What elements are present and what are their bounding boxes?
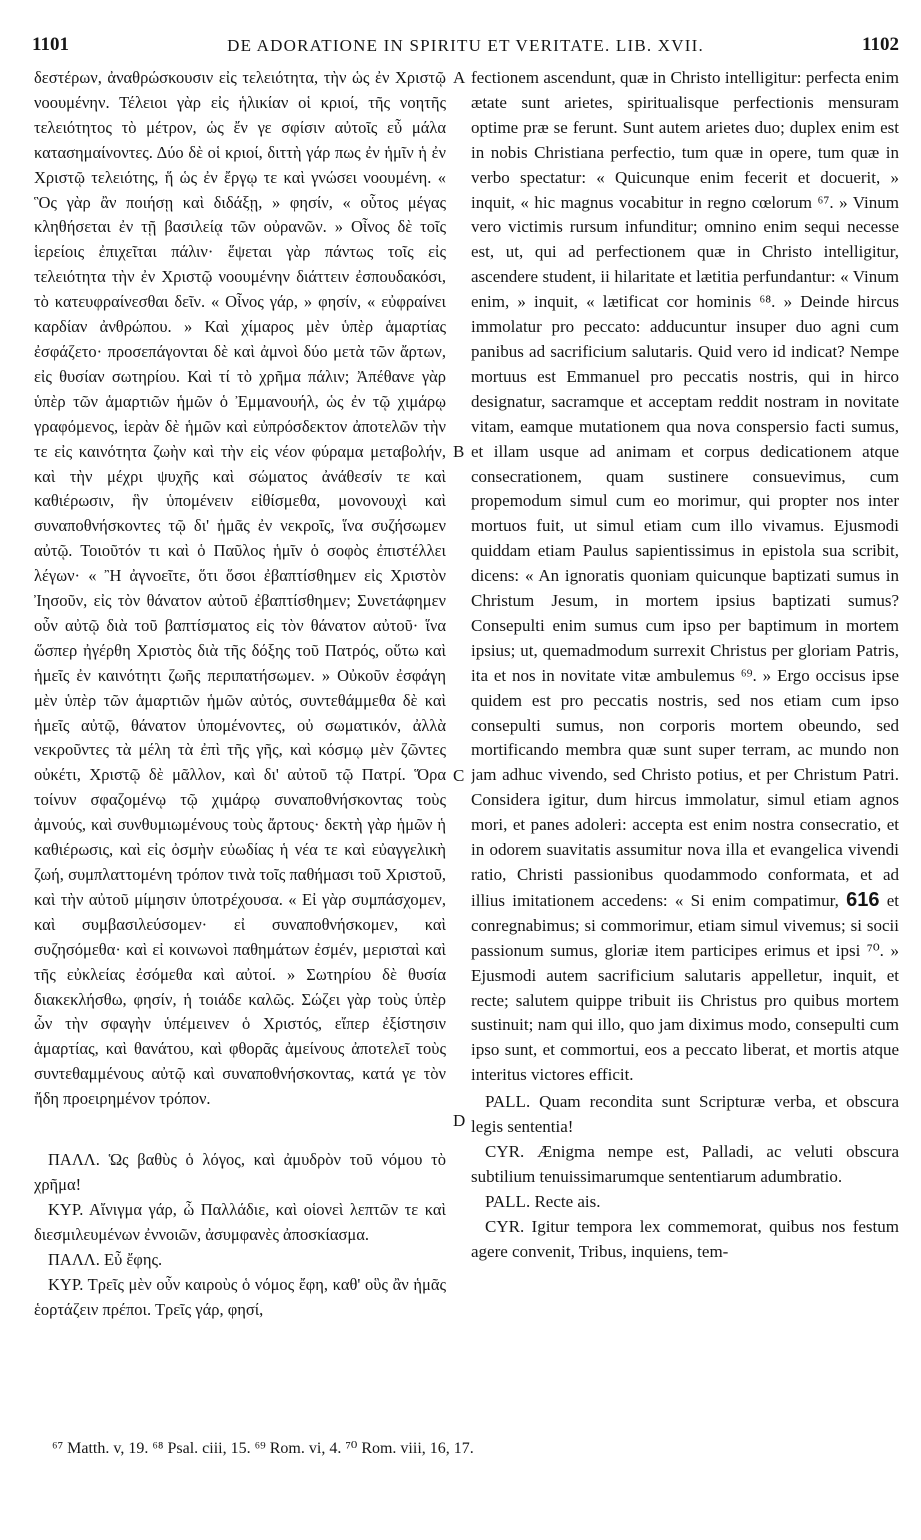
latin-dialogue-line: CYR. Igitur tempora lex commemorat, quibus nos festum agere convenit, Tribus, inquiens, tem-	[471, 1216, 899, 1261]
column-number: 616	[846, 888, 880, 911]
section-marker-b: B	[453, 442, 465, 461]
greek-section-gap	[34, 1112, 446, 1148]
page-number-left: 1101	[32, 34, 69, 55]
latin-main-text	[471, 66, 899, 1088]
section-marker-c: C	[453, 766, 465, 785]
latin-main-text-part: fectionem ascendunt, quæ in Christo intelligitur: perfecta enim ætate sunt arietes, spiritualisque perfectionis mensuram optime præ se ferunt. Sunt autem arietes duo; duplex enim est in nobis Christiana perfectio, tum quæ in opere, tum quæ in verbo spectatur: « Quicunque enim fecerit et docuerit, » inquit, « hic magnus vocabitur in regno cœlorum ⁶⁷. » Vinum vero victimis rursum infunditur; omnino enim sequi necesse est, ut, qui ad perfectionem quæ in Christo intelligitur, ascendere student, ii hilaritate et lætitia perfundantur: « Vinum enim, » inquit, « lætificat cor hominis ⁶⁸. » Deinde hircus immolatur pro peccato: adducuntur insuper duo agni cum panibus ad sacrificium salutaris. Quid vero id indicat? Nempe mortuus est Emmanuel pro peccatis nostris, qui in hirco designatur, sacramque et acceptam reddit nostram in novitate vitam, eamque mutationem qua nova conspersio facti sumus, et illam usque ad animam et corpus dedicationem atque consecrationem, quam sustinere consuevimus, cum propemodum simul cum eo morimur, qui propter nos inter mortuos fuit, ut simul etiam cum illo vivamus. Ejusmodi quiddam etiam Paulus sapientissimus in epistola sua scribit, dicens: « An ignoratis quoniam quicunque baptizati sumus in Christum Jesum, in mortem ipsius baptizati sumus? Consepulti enim sumus cum ipso per baptimum in mortem ipsius; ut, quemadmodum surrexit Christus per gloriam Patris, ita et nos in novitate vitæ ambulemus ⁶⁹. » Ergo occisus ipse quidem est pro peccatis nostris, sed nos etiam cum ipso consepulti sumus, non corporis mortem obeundo, sed mortificando membra quæ sunt super terram, ac mundo non jam adhuc vivendo, sed Christo potius, et per Christum Patri. Considera igitur, dum hircus immolatur, simul etiam agnos mori, et panes adoleri: accepta est enim nostra consecratio, et in odorem suavitatis assumitur nova illa et evangelica vivendi ratio, Christi passionibus quodammodo conformata, et ad illius imitationem accedens: « Si enim compatimur,	[471, 68, 899, 910]
latin-dialogue-line: PALL. Quam recondita sunt Scripturæ verba, et obscura legis sententia!	[471, 1092, 899, 1137]
section-marker-d: D	[453, 1111, 466, 1130]
greek-dialogue-line: ΚΥΡ. Τρεῖς μὲν οὖν καιροὺς ὁ νόμος ἔφη, καθ' οὓς ἂν ἡμᾶς ἑορτάζειν πρέποι. Τρεῖς γάρ, φησί,	[34, 1274, 446, 1319]
footnotes: ⁶⁷ Matth. v, 19. ⁶⁸ Psal. ciii, 15. ⁶⁹ Rom. vi, 4. ⁷⁰ Rom. viii, 16, 17.	[52, 1440, 474, 1457]
greek-column	[34, 66, 446, 1431]
section-marker-a: A	[453, 68, 466, 87]
latin-dialogue-line: PALL. Recte ais.	[485, 1191, 601, 1211]
greek-main-text: δεστέρων, ἀναθρώσκουσιν εἰς τελειότητα, τὴν ὡς ἐν Χριστῷ νοουμένην. Τέλειοι γὰρ εἰς ἡλικίαν οἱ κριοί, τῆς νοητῆς τελειότητος τὸ μέτρον, ὡς ἔν γε σφίσιν αὐτοῖς εὖ μάλα κατασημαίνοντες. Δύο δὲ οἱ κριοί, διττὴ γάρ πως ἐν ἡμῖν ἡ ἐν Χριστῷ τελειότης, ἥ ὡς ἐν ἔργῳ τε καὶ γνώσει νοουμένη. « Ὃς γὰρ ἂν ποιήσῃ καὶ διδάξῃ, » φησίν, « οὗτος μέγας κληθήσεται ἐν τῇ βασιλείᾳ τῶν οὐρανῶν. » Οἶνος δὲ τοῖς ἱερείοις ἐπιχεῖται πάλιν· ἕψεται γὰρ πάντως τοῖς εἰς τελειότητα τὴν ἐν Χριστῷ νοουμένην διάττειν ἐσπουδακόσι, τὸ κατευφραίνεσθαι δεῖν. « Οἶνος γάρ, » φησίν, « εὐφραίνει καρδίαν ἀνθρώπου. » Καὶ χίμαρος μὲν ὑπὲρ ἁμαρτίας ἐσφάζετο· προσεπάγονται δὲ καὶ ἀμνοὶ δύο μετὰ τῶν ἄρτων, εἰς θυσίαν σωτηρίου. Καὶ τί τὸ χρῆμα πάλιν; Ἀπέθανε γὰρ ὑπὲρ τῶν ἁμαρτιῶν ἡμῶν ὁ Ἐμμανουήλ, ὡς ἐν τῷ χιμάρῳ γραφόμενος, ἱερὰν δὲ ἡμῶν καὶ εὐπρόσδεκτον ἀποτελῶν τὴν τε εἰς καινότητα ζωὴν καὶ τὴν εἰς νέον φύραμα μεταβολήν, καὶ τὴν μέχρι ψυχῆς καὶ σώματος ἀνάθεσίν τε καὶ καθιέρωσιν, ἣν ὑπομένειν εἰθίσμεθα, μονονουχὶ καὶ συναποθνήσκοντες τῷ δι' ἡμᾶς ἐν νεκροῖς, ἵνα συζήσωμεν αὐτῷ. Τοιοῦτόν τι καὶ ὁ Παῦλος ἡμῖν ὁ σοφὸς ἐπιστέλλει λέγων· « Ἢ ἀγνοεῖτε, ὅτι ὅσοι ἐβαπτίσθημεν εἰς Χριστὸν Ἰησοῦν, εἰς τὸν θάνατον αὐτοῦ ἐβαπτίσθημεν; Συνετάφημεν οὖν αὐτῷ διὰ τοῦ βαπτίσματος εἰς τὸν θάνατον αὐτοῦ· ἵνα ὥσπερ ἠγέρθη Χριστὸς διὰ τῆς δόξης τοῦ Πατρός, οὕτω καὶ ἡμεῖς ἐν καινότητι ζωῆς περιπατήσωμεν. » Οὐκοῦν ἐσφάγη μὲν ὑπὲρ τῶν ἁμαρτιῶν ἡμῶν αὐτός, συντεθάμμεθα δὲ καὶ ἡμεῖς αὐτῷ, θάνατον ὑπομένοντες, οὐ σωματικόν, ἀλλὰ νεκροῦντες τὰ μέλη τὰ ἐπὶ τῆς γῆς, καὶ κόσμῳ μὲν ζῶντες οὐκέτι, Χριστῷ δὲ μᾶλλον, καὶ δι' αὐτοῦ τῷ Πατρί. Ὅρα τοίνυν σφαζομένῳ τῷ χιμάρῳ συναποθνήσκοντας τοὺς ἀμνούς, καὶ συνθυμιωμένους τοὺς ἄρτους· δεκτὴ γὰρ ἡμῶν ἡ καθιέρωσις, καὶ εἰς ὀσμὴν εὐωδίας ἡ νέα τε καὶ εὐαγγελικὴ ζωή, συμπλαττομένη τρόπον τινὰ τοῖς παθήμασι τοῦ Χριστοῦ, καὶ τὴν αὐτοῦ μίμησιν ὑποτρέχουσα. « Εἰ γὰρ συμπάσχομεν, καὶ συμβασιλεύσομεν· εἰ συναποθνήσκομεν, καὶ συζησόμεθα· καὶ εἰ κοινωνοὶ παθημάτων ἐσμέν, μερισταὶ καὶ τῆς εὐκλείας ἐσόμεθα καὶ αὐτοί. » Σωτηρίου δὲ θυσία διακεκλήσθω, φησίν, ἡ τοιάδε καλῶς. Σώζει γὰρ τοὺς ὑπὲρ ὧν τὴν σφαγὴν ὑπέμεινεν ὁ Χριστός, εἴπερ ἐξίστησιν ἁμαρτίας, καὶ θανάτου, καὶ φθορᾶς ἀμείνους ἀποτελεῖ τοὺς συντεθαμμένους αὐτῷ καὶ συναποθνήσκοντας, κατά γε τὸν ἤδη προειρημένον τρόπον.	[34, 68, 446, 1109]
greek-dialogue-line: ΠΑΛΛ. Ὡς βαθὺς ὁ λόγος, καὶ ἀμυδρὸν τοῦ νόμου τὸ χρῆμα!	[34, 1150, 446, 1194]
greek-dialogue-line: ΚΥΡ. Αἴνιγμα γάρ, ὦ Παλλάδιε, καὶ οἱονεὶ λεπτῶν τε καὶ διεσμιλευμένων ἐννοιῶν, ἀσυμφανὲς ἀποσκίασμα.	[34, 1199, 446, 1244]
running-title: DE ADORATIONE IN SPIRITU ET VERITATE. LIB. XVII.	[227, 36, 704, 55]
latin-column	[471, 66, 899, 1431]
latin-dialogue-line: CYR. Ænigma nempe est, Palladi, ac veluti obscura subtilium tenuissimarumque sententiarum adumbratio.	[471, 1141, 899, 1186]
running-header	[32, 34, 899, 62]
greek-dialogue-line: ΠΑΛΛ. Εὖ ἔφης.	[48, 1249, 163, 1269]
latin-main-text-part: et conregnabimus; si commorimur, etiam simul vivemus; si socii passionum sumus, gloriæ item participes erimus et ipsi ⁷⁰. » Ejusmodi autem sacrificium salutaris appelletur, inquit, et recte; salutem quippe tribuit iis Christus pro quibus mortem sustinuit; nam qui illo, quo jam diximus modo, consepulti cum ipso sunt, et commortui, eos a peccato liberat, et mortis atque interitus victores efficit.	[471, 890, 899, 1085]
page-number-right: 1102	[862, 34, 899, 55]
